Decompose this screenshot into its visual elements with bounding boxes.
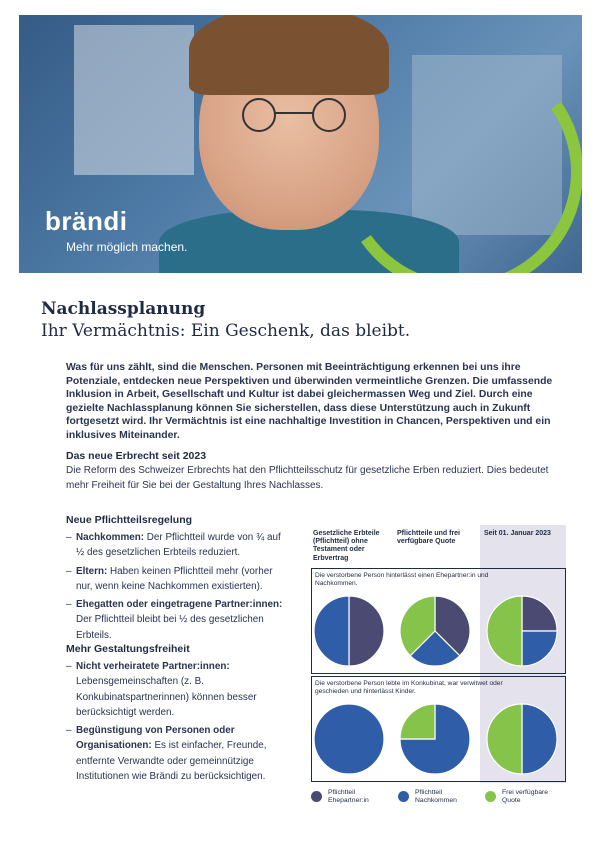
list-freiheit (66, 659, 294, 787)
scenario-caption: Die verstorbene Person hinterlässt einen Ehepartner:in und Nachkommen. (315, 572, 489, 587)
brand-tagline: Mehr möglich machen. (66, 240, 188, 254)
heading-pflichtteil: Neue Pflichtteilsregelung (66, 514, 193, 526)
item-text: Es ist einfacher, Freunde, entfernte Verwandte oder gemeinnützige Institutionen wie Brändi zu berücksichtigen. (76, 740, 267, 783)
scenario-caption: Die verstorbene Person lebte im Konkubinat, war verwitwet oder geschieden und hinterlässt Kinder. (315, 680, 503, 695)
pie-slice (349, 596, 384, 666)
pie-slice (522, 596, 557, 631)
item-text: Haben keinen Pflichtteil mehr (vorher nur, wenn keine Nachkommen existierten). (76, 565, 273, 592)
item-text: Der Pflichtteil bleibt bei ½ des gesetzlichen Erbteils. (76, 614, 264, 641)
page-subtitle: Ihr Vermächtnis: Ein Geschenk, das bleibt. (41, 321, 411, 341)
pie-charts (311, 525, 566, 785)
list-item (66, 659, 294, 720)
pie-slice (487, 704, 522, 774)
list-item (66, 723, 294, 784)
legend-dot (311, 791, 322, 802)
brand-logo: brändi (45, 206, 128, 236)
list-item (66, 530, 291, 561)
column-header: Pflichtteile und frei verfügbare Quote (397, 530, 461, 546)
item-term: Nicht verheiratete Partner:innen: (76, 661, 230, 672)
pie-slice (487, 596, 522, 666)
legend-dot (485, 791, 496, 802)
pie-slice (314, 596, 349, 666)
legend-label: Pflichtteil Nachkommen (415, 789, 457, 804)
column-header: Seit 01. Januar 2023 (484, 530, 551, 537)
inheritance-chart (311, 525, 566, 815)
hero-background-board (74, 25, 194, 175)
item-text: Der Pflichtteil wurde von ¾ auf ½ des gesetzlichen Erbteils reduziert. (76, 532, 281, 559)
pie-slice (522, 631, 557, 666)
pie-slice (522, 704, 557, 774)
legend-label: Frei verfügbare Quote (502, 789, 549, 804)
page-title: Nachlassplanung (41, 299, 206, 319)
item-term: Nachkommen: (76, 532, 145, 543)
item-term: Ehegatten oder eingetragene Partner:innen: (76, 599, 283, 611)
list-pflichtteil (66, 530, 291, 646)
list-item (66, 564, 291, 595)
intro-paragraph: Was für uns zählt, sind die Menschen. Personen mit Beeinträchtigung erkennen bei uns ihre Potenziale, entdecken neue Perspektiven und überwinden vermeintliche Grenzen. Die umfassende Inklusion in Arbeit, Gesellschaft und Kultur ist dabei gleichermassen Weg und Ziel. Durch eine gezielte Nachlassplanung können Sie sicherstellen, dass diese Unterstützung auch in Zukunft fortgesetzt wird. Ihr Vermächtnis ist eine nachhaltige Investition in Chancen, Perspektiven und ein inklusives Miteinander. (66, 362, 553, 441)
legend-dot (398, 791, 409, 802)
hero-person-hair (189, 15, 389, 95)
item-term: Eltern: (76, 565, 108, 577)
list-item (66, 597, 291, 643)
text-erbrecht: Die Reform des Schweizer Erbrechts hat den Pflichtteilsschutz für gesetzliche Erben reduziert. Dies bedeutet mehr Freiheit für Sie bei der Gestaltung Ihres Nachlasses. (66, 465, 549, 491)
pie-slice (400, 704, 435, 739)
column-header: Gesetzliche Erbteile (Pflichtteil) ohne Testament oder Erbvertrag (313, 530, 380, 562)
hero-glasses (224, 97, 364, 133)
heading-freiheit: Mehr Gestaltungsfreiheit (66, 643, 190, 655)
pie-slice (314, 704, 384, 774)
item-text: Lebensgemeinschaften (z. B. Konkubinatspartnerinnen) können besser berücksichtigt werden. (76, 676, 257, 718)
legend-label: Pflichtteil Ehepartner:in (328, 789, 369, 804)
item-term: Begünstigung von Personen oder Organisationen: (76, 725, 235, 752)
heading-erbrecht: Das neue Erbrecht seit 2023 (66, 450, 207, 462)
